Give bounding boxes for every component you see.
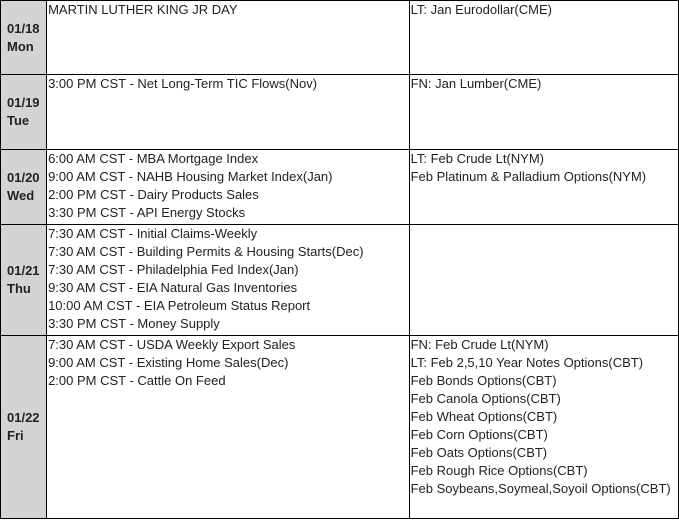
day-cell (1, 336, 47, 519)
event-item: 7:30 AM CST - Building Permits & Housing Starts(Dec) (48, 244, 364, 259)
event-item: 3:00 PM CST - Net Long-Term TIC Flows(Nov) (48, 76, 318, 91)
event-item: 6:00 AM CST - MBA Mortgage Index (48, 151, 259, 166)
events-cell (47, 75, 410, 150)
event-item: 7:30 AM CST - Philadelphia Fed Index(Jan) (48, 262, 299, 277)
expiration-item: FN: Jan Lumber(CME) (410, 76, 542, 91)
expirations-cell (409, 225, 678, 336)
event-item: 3:30 PM CST - API Energy Stocks (48, 205, 246, 220)
calendar-row-tue (1, 75, 679, 150)
day-weekday: Tue (7, 113, 30, 128)
expiration-item: Feb Platinum & Palladium Options(NYM) (410, 169, 647, 184)
day-cell (1, 75, 47, 150)
calendar-row-thu (1, 225, 679, 336)
day-date: 01/20 (7, 170, 40, 185)
event-item: 2:00 PM CST - Dairy Products Sales (48, 187, 259, 202)
event-item: 3:30 PM CST - Money Supply (48, 316, 220, 331)
day-cell (1, 150, 47, 225)
day-weekday: Thu (7, 281, 31, 296)
event-item: 9:30 AM CST - EIA Natural Gas Inventories (48, 280, 298, 295)
events-cell (47, 336, 410, 519)
expiration-item: Feb Corn Options(CBT) (410, 427, 548, 442)
expiration-item: Feb Oats Options(CBT) (410, 445, 548, 460)
event-item: 7:30 AM CST - USDA Weekly Export Sales (48, 337, 296, 352)
expiration-item: Feb Rough Rice Options(CBT) (410, 463, 588, 478)
calendar-row-fri (1, 336, 679, 519)
expiration-item: Feb Bonds Options(CBT) (410, 373, 557, 388)
day-weekday: Fri (7, 428, 24, 443)
day-weekday: Wed (7, 188, 35, 203)
events-cell (47, 150, 410, 225)
expiration-item: LT: Jan Eurodollar(CME) (410, 2, 552, 17)
expiration-item: LT: Feb Crude Lt(NYM) (410, 151, 545, 166)
event-item: 9:00 AM CST - Existing Home Sales(Dec) (48, 355, 289, 370)
day-cell (1, 225, 47, 336)
expirations-cell (409, 1, 678, 75)
expiration-item: Feb Wheat Options(CBT) (410, 409, 558, 424)
day-weekday: Mon (7, 38, 34, 54)
expiration-item: Feb Canola Options(CBT) (410, 391, 561, 406)
day-date: 01/19 (7, 95, 40, 110)
event-item: 7:30 AM CST - Initial Claims-Weekly (48, 226, 258, 241)
event-item: 2:00 PM CST - Cattle On Feed (48, 373, 226, 388)
calendar-row-mon (1, 1, 679, 75)
expirations-cell (409, 336, 678, 519)
day-date: 01/21 (7, 263, 40, 278)
event-item: 10:00 AM CST - EIA Petroleum Status Report (48, 298, 311, 313)
events-cell (47, 225, 410, 336)
expiration-item: Feb Soybeans,Soymeal,Soyoil Options(CBT) (410, 481, 671, 496)
day-date: 01/18 (7, 20, 40, 36)
events-cell (47, 1, 410, 75)
expirations-cell (409, 75, 678, 150)
expiration-item: FN: Feb Crude Lt(NYM) (410, 337, 549, 352)
expiration-item: LT: Feb 2,5,10 Year Notes Options(CBT) (410, 355, 644, 370)
event-item: MARTIN LUTHER KING JR DAY (48, 2, 238, 17)
event-item: 9:00 AM CST - NAHB Housing Market Index(Jan) (48, 169, 333, 184)
day-date: 01/22 (7, 410, 40, 425)
expirations-cell (409, 150, 678, 225)
calendar-row-wed (1, 150, 679, 225)
day-cell (1, 1, 47, 75)
